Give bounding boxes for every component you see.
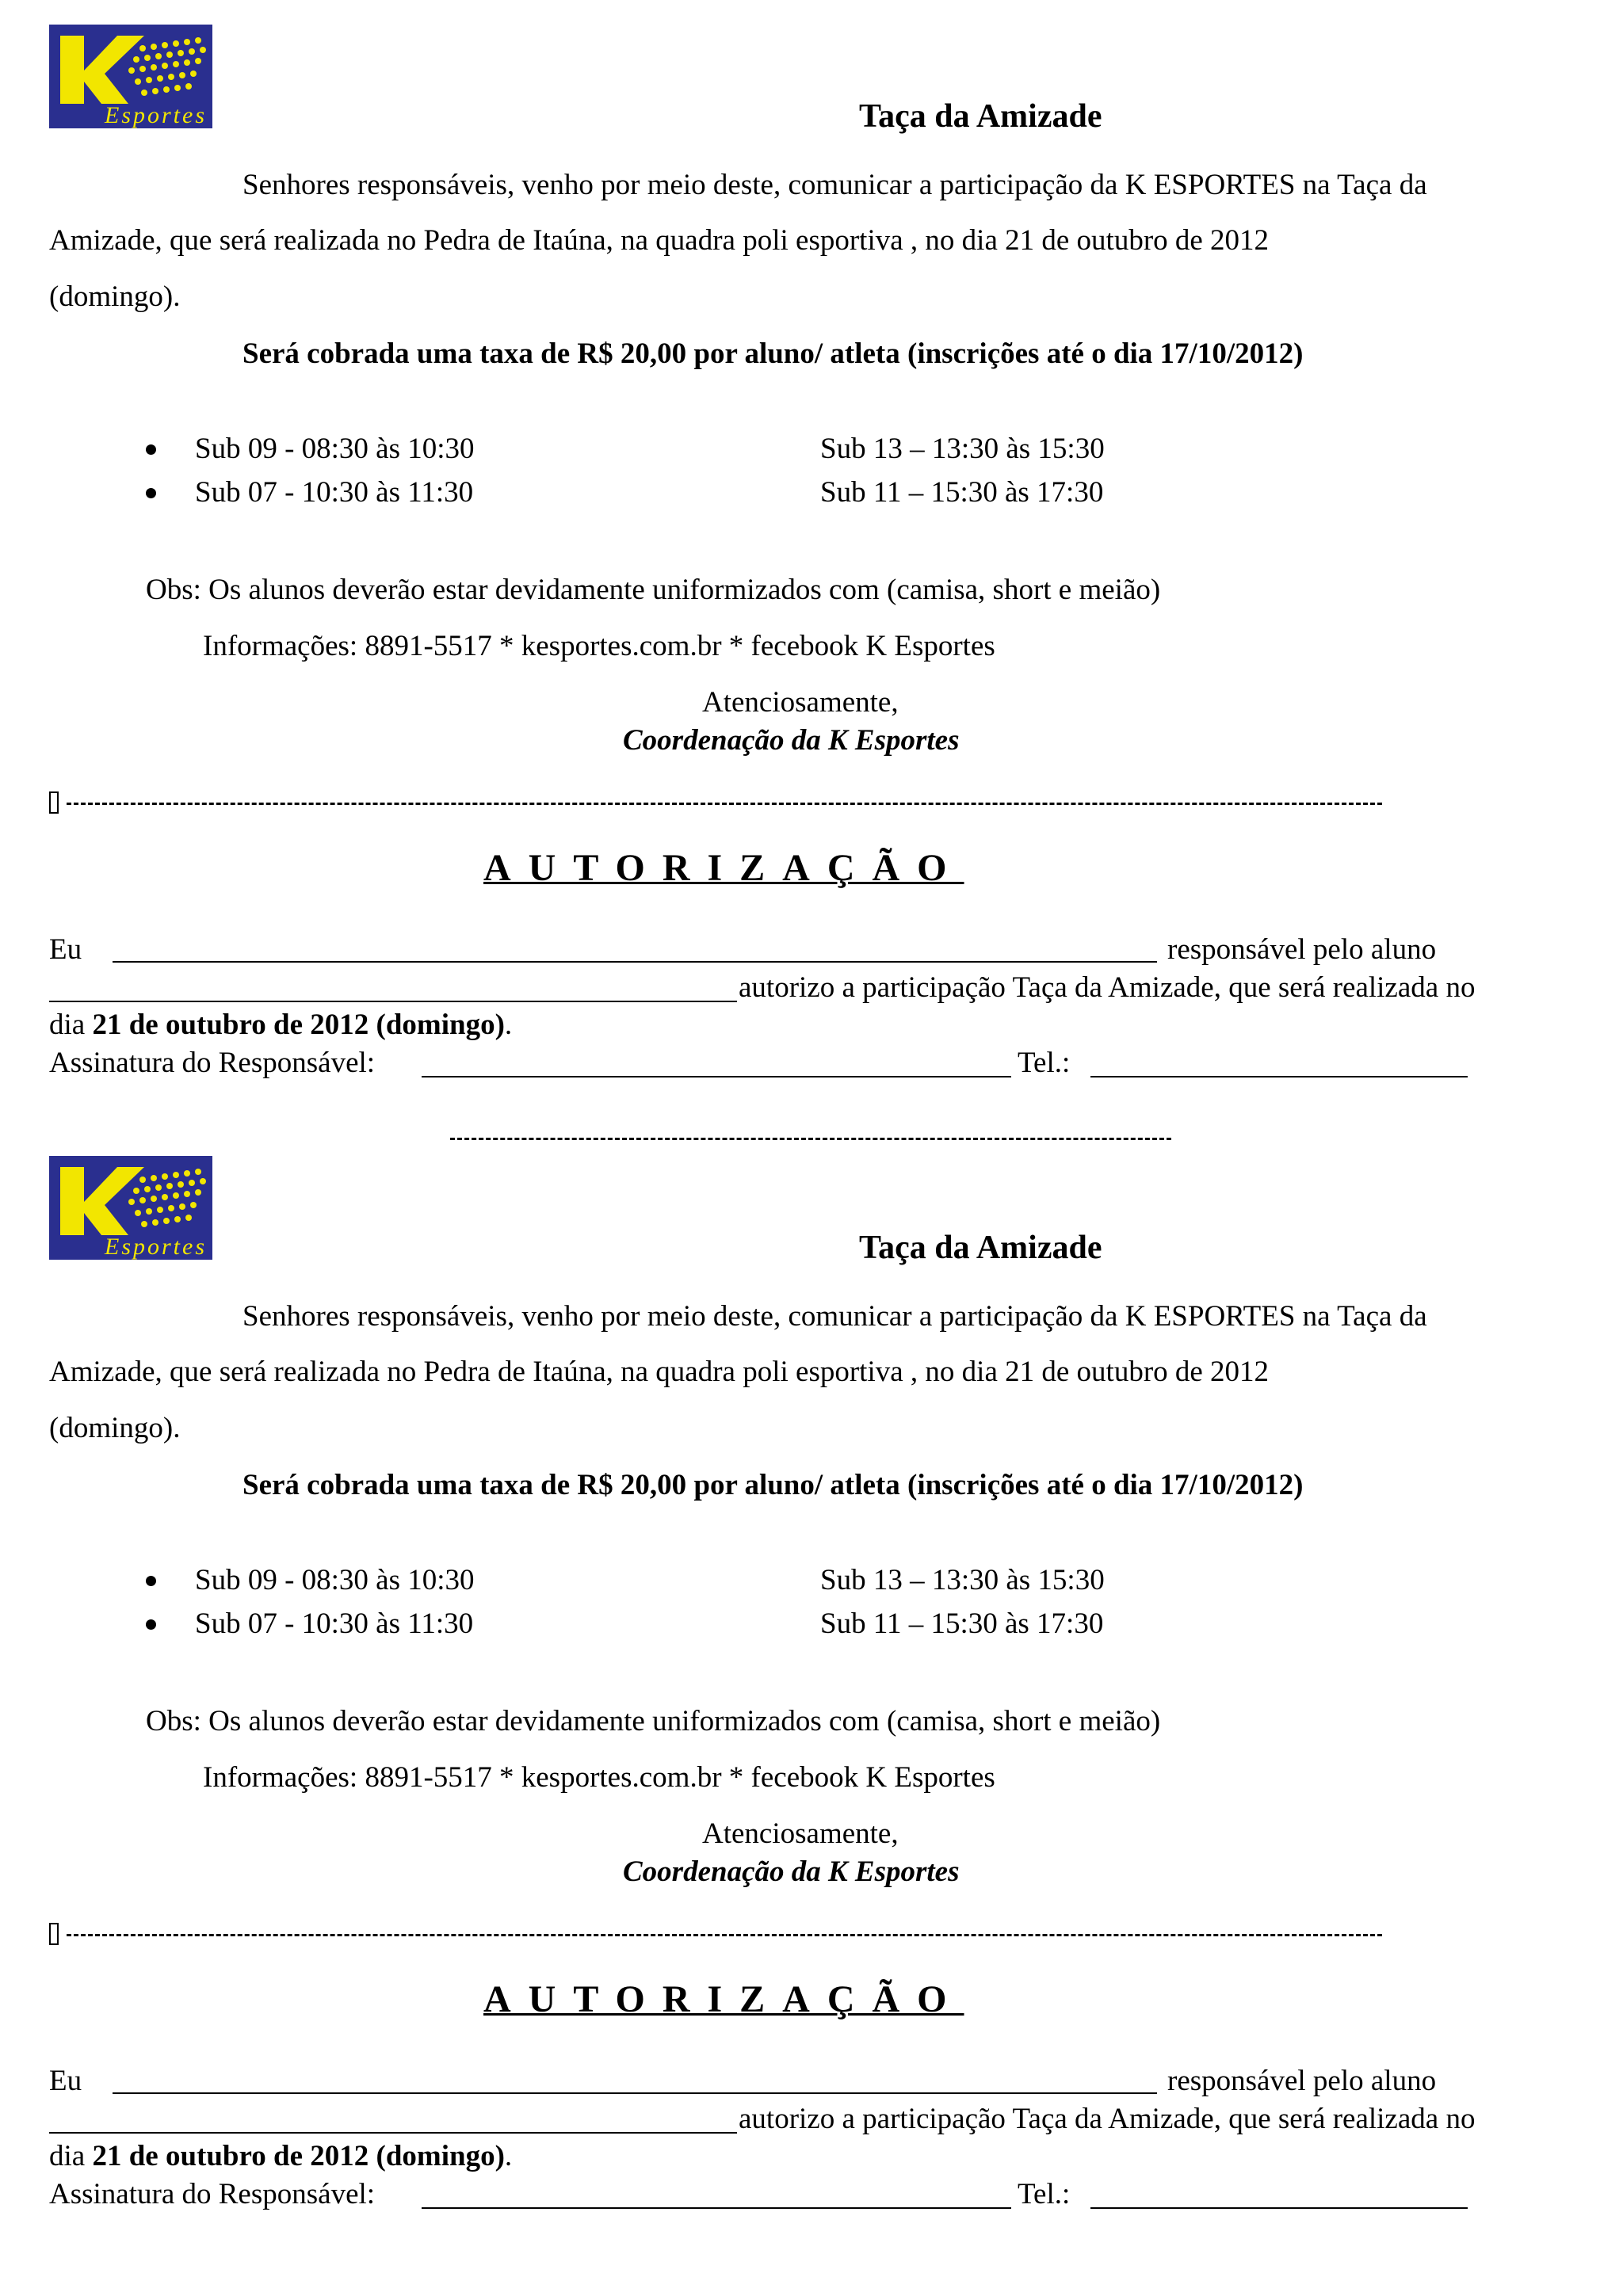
signature-line[interactable] [422,2207,1011,2209]
schedule-item: Sub 07 - 10:30 às 11:30 [195,476,474,509]
signature-label: Assinatura do Responsável: [49,2178,376,2210]
tel-label: Tel.: [1018,1047,1071,1079]
contact-info: Informações: 8891-5517 * kesportes.com.br * fecebook K Esportes [203,1761,995,1794]
bullet-icon [146,444,156,455]
bullet-icon [146,488,156,498]
guardian-name-line[interactable] [113,961,1157,963]
paragraph-line-1: Senhores responsáveis, venho por meio deste, comunicar a participação da K ESPORTES na Taça da [242,169,1427,201]
paragraph-line-2: Amizade, que será realizada no Pedra de Itaúna, na quadra poli esportiva , no dia 21 de outubro de 2012 [49,1356,1270,1388]
dashed-divider [67,803,1382,805]
scissors-icon [49,1923,59,1945]
tel-label: Tel.: [1018,2178,1071,2210]
authorization-heading: AUTORIZAÇÃO [483,1978,964,2020]
authorize-text: autorizo a participação Taça da Amizade, que será realizada no [739,2103,1476,2135]
page-title: Taça da Amizade [859,98,1102,135]
regards: Atenciosamente, [702,1817,899,1850]
fee-notice: Será cobrada uma taxa de R$ 20,00 por aluno/ atleta (inscrições até o dia 17/10/2012) [242,338,1304,370]
schedule-item: Sub 07 - 10:30 às 11:30 [195,1608,474,1640]
regards: Atenciosamente, [702,686,899,719]
signature-label: Assinatura do Responsável: [49,1047,376,1079]
paragraph-line-3: (domingo). [49,1412,181,1444]
flyer-copy-1 [0,0,1623,1125]
guardian-name-line[interactable] [113,2092,1157,2094]
bullet-icon [146,1619,156,1630]
responsible-label: responsável pelo aluno [1167,2065,1437,2097]
authorization-heading: AUTORIZAÇÃO [483,847,964,889]
responsible-label: responsável pelo aluno [1167,933,1437,966]
event-date: dia 21 de outubro de 2012 (domingo). [49,1009,513,1041]
event-date: dia 21 de outubro de 2012 (domingo). [49,2140,513,2172]
fee-notice: Será cobrada uma taxa de R$ 20,00 por aluno/ atleta (inscrições até o dia 17/10/2012) [242,1469,1304,1501]
schedule-item: Sub 13 – 13:30 às 15:30 [820,1564,1105,1596]
contact-info: Informações: 8891-5517 * kesportes.com.br * fecebook K Esportes [203,630,995,662]
tel-line[interactable] [1090,2207,1468,2209]
k-esportes-logo [49,25,212,128]
paragraph-line-1: Senhores responsáveis, venho por meio deste, comunicar a participação da K ESPORTES na Taça da [242,1300,1427,1333]
bullet-icon [146,1576,156,1586]
logo-text: Esportes [105,1234,207,1260]
tel-line[interactable] [1090,1076,1468,1077]
signature-line[interactable] [422,1076,1011,1077]
schedule-item: Sub 09 - 08:30 às 10:30 [195,433,475,465]
paragraph-line-3: (domingo). [49,280,181,313]
k-esportes-logo [49,1156,212,1260]
observation: Obs: Os alunos deverão estar devidamente uniformizados com (camisa, short e meião) [146,1705,1161,1737]
schedule-item: Sub 13 – 13:30 às 15:30 [820,433,1105,465]
schedule-item: Sub 09 - 08:30 às 10:30 [195,1564,475,1596]
schedule-item: Sub 11 – 15:30 às 17:30 [820,1608,1104,1640]
scissors-icon [49,791,59,814]
eu-label: Eu [49,2065,82,2097]
paragraph-line-2: Amizade, que será realizada no Pedra de Itaúna, na quadra poli esportiva , no dia 21 de outubro de 2012 [49,224,1270,257]
logo-text: Esportes [105,102,207,128]
coordination-signature: Coordenação da K Esportes [623,724,960,757]
student-name-line[interactable] [49,1001,737,1002]
student-name-line[interactable] [49,2132,737,2134]
eu-label: Eu [49,933,82,966]
dashed-divider [67,1934,1382,1936]
authorize-text: autorizo a participação Taça da Amizade, que será realizada no [739,971,1476,1004]
page-title: Taça da Amizade [859,1230,1102,1266]
observation: Obs: Os alunos deverão estar devidamente uniformizados com (camisa, short e meião) [146,574,1161,606]
schedule-item: Sub 11 – 15:30 às 17:30 [820,476,1104,509]
cut-line [49,790,1333,823]
coordination-signature: Coordenação da K Esportes [623,1855,960,1888]
flyer-copy-2 [0,1131,1623,2256]
cut-line [49,1921,1333,1955]
